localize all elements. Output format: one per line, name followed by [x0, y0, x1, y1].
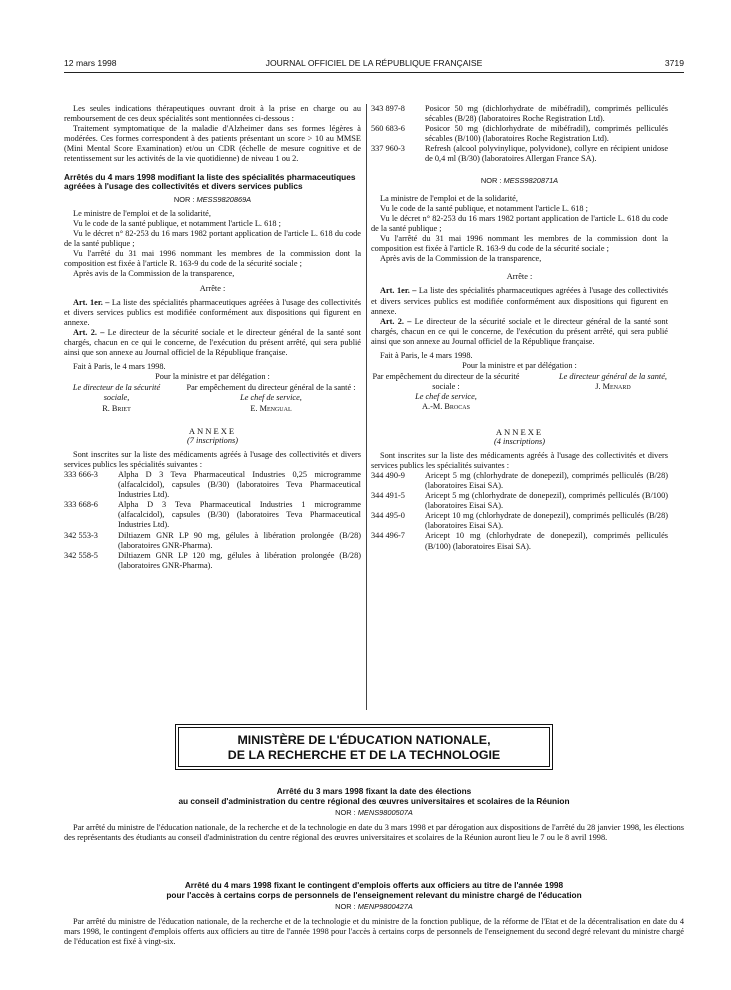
article-2-label: Art. 2. –: [73, 327, 105, 337]
visa-2: Vu le décret n° 82-253 du 16 mars 1982 portant application de l'article L. 618 du code de la santé publique ;: [371, 213, 668, 233]
arrete-line: Arrête :: [506, 272, 533, 282]
intro-indication: Traitement symptomatique de la maladie d'Alzheimer dans ses formes légères à modérées. Ces formes correspondent à des patients présentant un score > 10 au MMSE (Mini Mental Score Examination) et/ou un CDR (échelle de mesure cognitive et de retentissement sur les activités de la vie quotidienne) de niveau 1 ou 2.: [64, 124, 361, 164]
decree-2-body: Par arrêté du ministre de l'éducation nationale, de la recherche et de la technologie et du ministre de la fonction publique, de la réforme de l'Etat et de la décentralisation en date du 4 mars 1998, le contingent d'emplois offerts aux officiers au titre de l'année 1998 pour l'accès à certains corps de personnels de l'enseignement du second degré relevant du ministre chargé de l'éducation est fixé à vingt-six.: [64, 917, 684, 947]
delegation-line: Pour la ministre et par délégation :: [155, 372, 270, 382]
signature-1: Le directeur de la sécurité sociale, R. Briet: [72, 383, 161, 413]
signature-place-date: Fait à Paris, le 4 mars 1998.: [73, 362, 166, 372]
header-date: 12 mars 1998: [64, 58, 117, 68]
list-item: 342 558-5 Diltiazem GNR LP 120 mg, gélules à libération prolongée (B/28) (laboratoires GNR-Pharma).: [64, 550, 361, 570]
nor-reference: NOR : MESS9820869A: [173, 194, 252, 204]
nor-code: MESS9820869A: [196, 194, 252, 204]
decree-2-title: Arrêté du 4 mars 1998 fixant le contingent d'emplois offerts aux officiers au titre de l'année 1998 pour l'accès à certains corps de personnels de l'enseignement relevant du ministre chargé de l'éducation: [166, 880, 582, 900]
visa-3: Vu l'arrêté du 31 mai 1996 nommant les membres de la commission dont la composition est fixée à l'article R. 163-9 du code de la sécurité sociale ;: [64, 249, 361, 269]
article-2: Art. 2. – Le directeur de la sécurité sociale et le directeur général de la santé sont chargés, chacun en ce qui le concerne, de l'exécution du présent arrêté, qui sera publié ainsi que son annexe au Journal officiel de la République française.: [64, 327, 361, 358]
nor-reference: NOR : MESS9820871A: [480, 175, 559, 185]
list-item: 560 683-6 Posicor 50 mg (dichlorhydrate de mibéfradil), comprimés pelliculés sécables (B/100) (laboratoires Roche Registration Ltd).: [371, 124, 668, 144]
decree-1-section: [64, 786, 684, 843]
signature-2: Le directeur général de la santé, J. Menard: [559, 372, 667, 392]
list-item: 344 490-9 Aricept 5 mg (chlorhydrate de donepezil), comprimés pelliculés (B/28) (laboratoires Eisai SA).: [371, 470, 668, 490]
nor-code: MESS9820871A: [503, 175, 559, 185]
signature-2: Par empêchement du directeur général de la santé : Le chef de service, E. Mengual: [186, 383, 356, 413]
list-item: 344 491-5 Aricept 5 mg (chlorhydrate de donepezil), comprimés pelliculés (B/100) (laboratoires Eisai SA).: [371, 491, 668, 511]
decree-1-title: Arrêté du 3 mars 1998 fixant la date des élections au conseil d'administration du centre régional des œuvres universitaires et scolaires de la Réunion: [178, 786, 570, 806]
signatures: [64, 383, 361, 413]
signature-1: Par empêchement du directeur de la sécurité sociale : Le chef de service, A.-M. Brocas: [372, 372, 520, 412]
header-rule: [64, 72, 684, 73]
nor-reference: NOR : MENS9800507A: [335, 808, 413, 817]
header-page-number: 3719: [664, 58, 684, 68]
signatures: [371, 372, 668, 412]
list-intro: Sont inscrites sur la liste des médicaments agréés à l'usage des collectivités et divers services publics les spécialités suivantes :: [371, 450, 668, 470]
annexe-heading: ANNEXE: [495, 426, 544, 437]
intro-paragraph: Les seules indications thérapeutiques ouvrant droit à la prise en charge ou au remboursement de ces deux spécialités sont mentionnées ci-dessous :: [64, 104, 361, 124]
visa-2: Vu le décret n° 82-253 du 16 mars 1982 portant application de l'article L. 618 du code de la santé publique ;: [64, 229, 361, 249]
annexe-heading: ANNEXE: [188, 425, 237, 436]
list-item: 344 496-7 Aricept 10 mg (chlorhydrate de donepezil), comprimés pelliculés (B/100) (laboratoires Eisai SA).: [371, 531, 668, 551]
ministry-line-2: DE LA RECHERCHE ET DE LA TECHNOLOGIE: [227, 748, 501, 762]
decree-1-body: Par arrêté du ministre de l'éducation nationale, de la recherche et de la technologie en date du 3 mars 1998 et par dérogation aux dispositions de l'arrêté du 28 janvier 1998, les élections des représentants des étudiants au conseil d'administration du centre régional des œuvres universitaires et scolaires de la Réunion auront lieu le 7 ou le 8 avril 1998.: [64, 823, 684, 843]
article-1: Art. 1er. – La liste des spécialités pharmaceutiques agréées à l'usage des collectivités et divers services publics est modifiée conformément aux dispositions qui figurent en annexe.: [371, 286, 668, 316]
header-journal-title: JOURNAL OFFICIEL DE LA RÉPUBLIQUE FRANÇAISE: [265, 58, 483, 68]
list-item: 333 668-6 Alpha D 3 Teva Pharmaceutical Industries 1 microgramme (alfacalcidol), capsules (B/30) (laboratoires Teva Pharmaceutical Industries Ltd).: [64, 500, 361, 530]
right-column: [371, 104, 668, 552]
decree-2-section: [64, 880, 684, 947]
article-1-label: Art. 1er. –: [73, 297, 110, 307]
list-item: 333 666-3 Alpha D 3 Teva Pharmaceutical Industries 0,25 microgramme (alfacalcidol), capsules (B/30) (laboratoires Teva Pharmaceutical Industries Ltd).: [64, 470, 361, 500]
visa-4: Après avis de la Commission de la transparence,: [73, 269, 235, 279]
visa-4: Après avis de la Commission de la transparence,: [380, 254, 542, 264]
left-column: [64, 104, 361, 571]
list-item: 342 553-3 Diltiazem GNR LP 90 mg, gélules à libération prolongée (B/28) (laboratoires GNR-Pharma).: [64, 530, 361, 550]
list-intro: Sont inscrites sur la liste des médicaments agréés à l'usage des collectivités et divers services publics les spécialités suivantes :: [64, 449, 361, 469]
arrete-line: Arrête :: [199, 283, 226, 293]
minister-line: La ministre de l'emploi et de la solidarité,: [380, 193, 518, 203]
ministry-heading-box: [178, 727, 550, 767]
visa-1: Vu le code de la santé publique, et notamment l'article L. 618 ;: [380, 203, 588, 213]
ministry-line-1: MINISTÈRE DE L'ÉDUCATION NATIONALE,: [237, 733, 491, 747]
list-item: 343 897-8 Posicor 50 mg (dichlorhydrate de mibéfradil), comprimés pelliculés sécables (B/28) (laboratoires Roche Registration Ltd).: [371, 104, 668, 124]
inscriptions-count: (7 inscriptions): [187, 435, 238, 445]
signature-place-date: Fait à Paris, le 4 mars 1998.: [380, 350, 473, 360]
delegation-line: Pour la ministre et par délégation :: [462, 361, 577, 371]
nor-code: MENP9800427A: [357, 902, 413, 911]
article-2-label: Art. 2. –: [380, 316, 412, 326]
article-1-label: Art. 1er. –: [380, 286, 417, 296]
article-2: Art. 2. – Le directeur de la sécurité sociale et le directeur général de la santé sont chargés, chacun en ce qui le concerne, de l'exécution du présent arrêté, qui sera publié ainsi que son annexe au Journal officiel de la République française.: [371, 316, 668, 346]
nor-reference: NOR : MENP9800427A: [335, 902, 413, 911]
article-1: Art. 1er. – La liste des spécialités pharmaceutiques agréées à l'usage des collectivités et divers services publics est modifiée conformément aux dispositions qui figurent en annexe.: [64, 297, 361, 327]
nor-code: MENS9800507A: [357, 808, 413, 817]
running-header: [64, 58, 684, 72]
visa-1: Vu le code de la santé publique, et notamment l'article L. 618 ;: [73, 218, 281, 228]
decree-title: Arrêtés du 4 mars 1998 modifiant la liste des spécialités pharmaceutiques agréées à l'usage des collectivités et divers services publics: [64, 171, 356, 192]
column-divider: [366, 104, 367, 710]
minister-line: Le ministre de l'emploi et de la solidarité,: [73, 208, 211, 218]
list-item: 344 495-0 Aricept 10 mg (chlorhydrate de donepezil), comprimés pelliculés (B/28) (laboratoires Eisai SA).: [371, 511, 668, 531]
inscriptions-count: (4 inscriptions): [494, 436, 545, 446]
visa-3: Vu l'arrêté du 31 mai 1996 nommant les membres de la commission dont la composition est fixée à l'article R. 163-9 du code de la sécurité sociale ;: [371, 234, 668, 254]
list-item: 337 960-3 Refresh (alcool polyvinylique, polyvidone), collyre en récipient unidose de 0,4 ml (B/30) (laboratoires Allergan France SA).: [371, 144, 668, 164]
